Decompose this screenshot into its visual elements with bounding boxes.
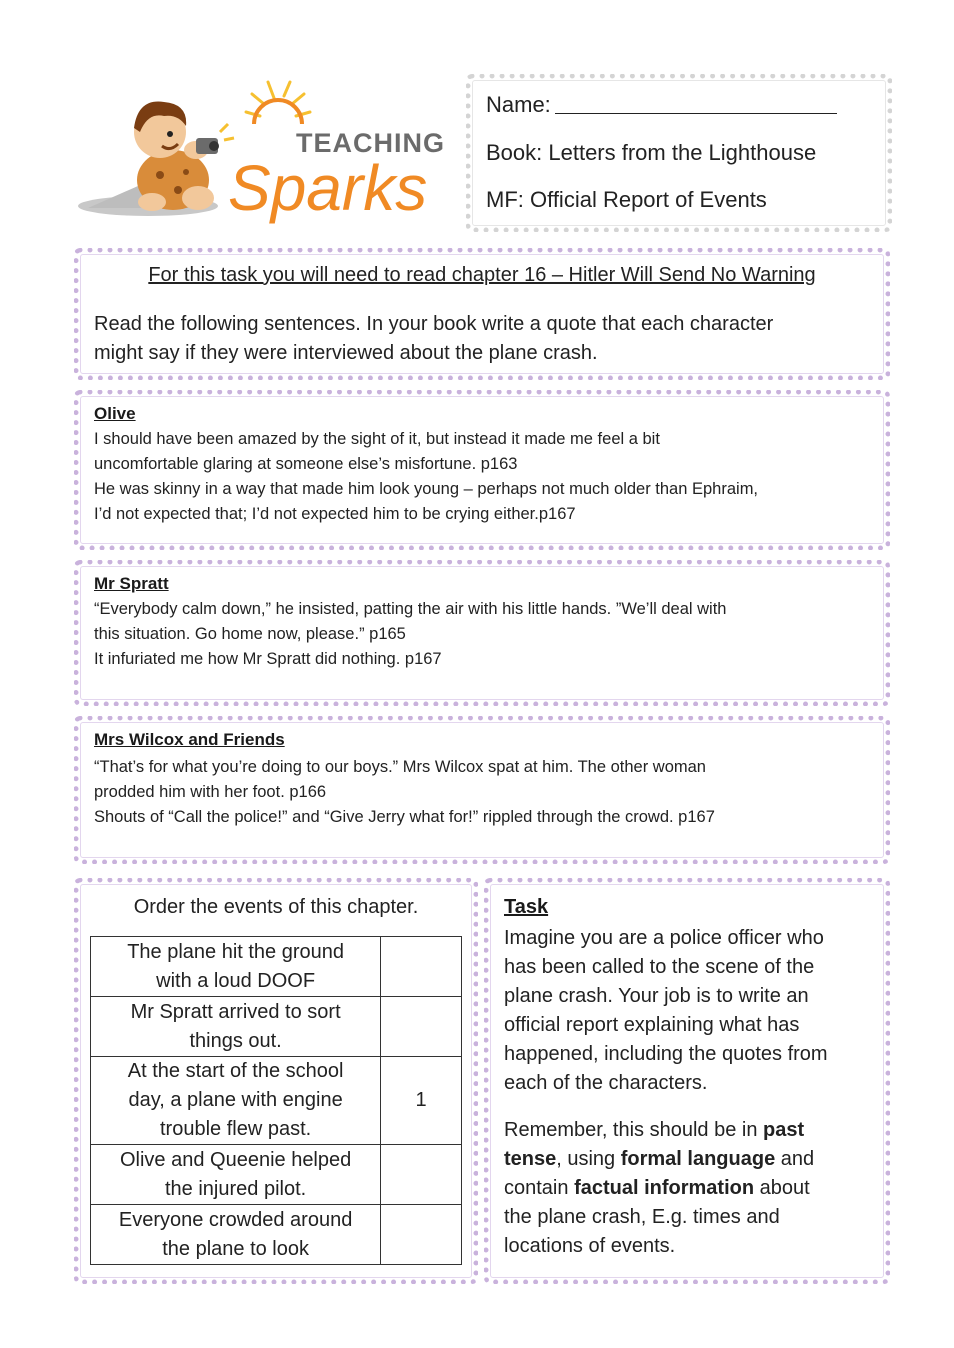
- event-line: Olive and Queenie helped: [119, 1148, 352, 1171]
- task-line: each of the characters.: [504, 1072, 708, 1094]
- svg-text:TEACHING: TEACHING: [296, 128, 445, 158]
- name-blank-field[interactable]: [555, 92, 837, 114]
- task-line: [504, 1116, 870, 1145]
- order-number-cell[interactable]: [381, 1145, 462, 1205]
- bold-run: factual information: [574, 1177, 755, 1199]
- order-events-box: [74, 878, 478, 1284]
- task-line: [504, 1174, 870, 1203]
- intro-box: [74, 248, 890, 380]
- character-box-mr-spratt: [74, 560, 890, 706]
- quote-line: He was skinny in a way that made him look young – perhaps not much older than Ephraim,: [94, 480, 759, 498]
- quote-line: uncomfortable glaring at someone else’s misfortune. p163: [94, 455, 518, 473]
- task-reminder-paragraph: [504, 1116, 870, 1261]
- event-cell: [91, 1057, 381, 1145]
- caveman-mascot-icon: [78, 80, 458, 230]
- quote-line: I should have been amazed by the sight of it, but instead it made me feel a bit: [94, 430, 660, 448]
- text-run: and: [775, 1148, 815, 1170]
- task-heading: Task: [504, 896, 549, 918]
- task-paragraph: [504, 924, 870, 1098]
- character-box-olive: [74, 390, 890, 550]
- bold-run: tense: [504, 1148, 557, 1170]
- task-box: [484, 878, 890, 1284]
- order-number-cell[interactable]: [381, 937, 462, 997]
- order-number-cell[interactable]: 1: [381, 1057, 462, 1145]
- student-info-box: [466, 74, 892, 232]
- svg-text:Sparks: Sparks: [228, 152, 428, 224]
- character-box-mrs-wilcox: [74, 716, 890, 864]
- table-row: [91, 997, 462, 1057]
- quote-line: Shouts of “Call the police!” and “Give Jerry what for!” rippled through the crowd. p167: [94, 808, 715, 826]
- task-line: has been called to the scene of the: [504, 956, 815, 978]
- bold-run: formal language: [620, 1148, 776, 1170]
- event-cell: [91, 997, 381, 1057]
- teaching-sparks-logo: [78, 80, 458, 230]
- quote-line: “That’s for what you’re doing to our boys.” Mrs Wilcox spat at him. The other woman: [94, 758, 706, 776]
- task-line: [504, 1145, 870, 1174]
- event-line: the injured pilot.: [165, 1177, 307, 1200]
- event-line: things out.: [189, 1029, 282, 1052]
- task-line: the plane crash, E.g. times and: [504, 1206, 780, 1228]
- event-line: At the start of the school: [127, 1060, 344, 1082]
- event-cell: [91, 1145, 381, 1205]
- event-line: day, a plane with engine: [128, 1089, 343, 1111]
- task-line: happened, including the quotes from: [504, 1043, 828, 1065]
- character-name: Mrs Wilcox and Friends: [94, 730, 285, 749]
- event-line: Mr Spratt arrived to sort: [130, 1000, 341, 1023]
- task-line: plane crash. Your job is to write an: [504, 985, 809, 1007]
- order-number-cell[interactable]: [381, 1205, 462, 1265]
- events-table: [90, 936, 462, 1265]
- table-row: [91, 1057, 462, 1145]
- quote-line: “Everybody calm down,” he insisted, patting the air with his little hands. ”We’ll deal with: [94, 600, 727, 618]
- text-run: about: [754, 1177, 810, 1199]
- intro-instructions: [94, 310, 862, 368]
- text-run: contain: [504, 1177, 575, 1199]
- table-row: [91, 1145, 462, 1205]
- intro-heading: For this task you will need to read chapter 16 – Hitler Will Send No Warning: [148, 264, 816, 286]
- name-line[interactable]: [486, 92, 837, 118]
- table-row: [91, 937, 462, 997]
- event-cell: [91, 937, 381, 997]
- book-line: Book: Letters from the Lighthouse: [486, 140, 817, 165]
- task-line: locations of events.: [504, 1235, 676, 1257]
- intro-line: Read the following sentences. In your book write a quote that each character: [94, 313, 774, 335]
- event-line: trouble flew past.: [160, 1118, 312, 1140]
- task-line: official report explaining what has: [504, 1014, 800, 1036]
- event-line: with a loud DOOF: [156, 969, 316, 992]
- table-row: [91, 1205, 462, 1265]
- event-line: the plane to look: [162, 1237, 309, 1260]
- character-name: Mr Spratt: [94, 574, 169, 593]
- event-line: The plane hit the ground: [127, 940, 345, 963]
- task-line: Imagine you are a police officer who: [504, 927, 824, 949]
- bold-run: past: [763, 1119, 805, 1141]
- quote-line: this situation. Go home now, please.” p165: [94, 625, 406, 643]
- quote-line: prodded him with her foot. p166: [94, 783, 327, 801]
- order-number-cell[interactable]: [381, 997, 462, 1057]
- quote-line: I’d not expected that; I’d not expected him to be crying either.p167: [94, 505, 576, 523]
- mf-line: MF: Official Report of Events: [486, 187, 767, 212]
- event-line: Everyone crowded around: [118, 1208, 353, 1231]
- character-name: Olive: [94, 404, 136, 423]
- intro-line: might say if they were interviewed about the plane crash.: [94, 342, 598, 364]
- text-run: , using: [556, 1148, 621, 1170]
- event-cell: [91, 1205, 381, 1265]
- quote-line: It infuriated me how Mr Spratt did nothing. p167: [94, 650, 442, 668]
- order-title: Order the events of this chapter.: [133, 896, 419, 918]
- text-run: Remember, this should be in: [504, 1119, 764, 1141]
- name-label: Name:: [486, 92, 551, 117]
